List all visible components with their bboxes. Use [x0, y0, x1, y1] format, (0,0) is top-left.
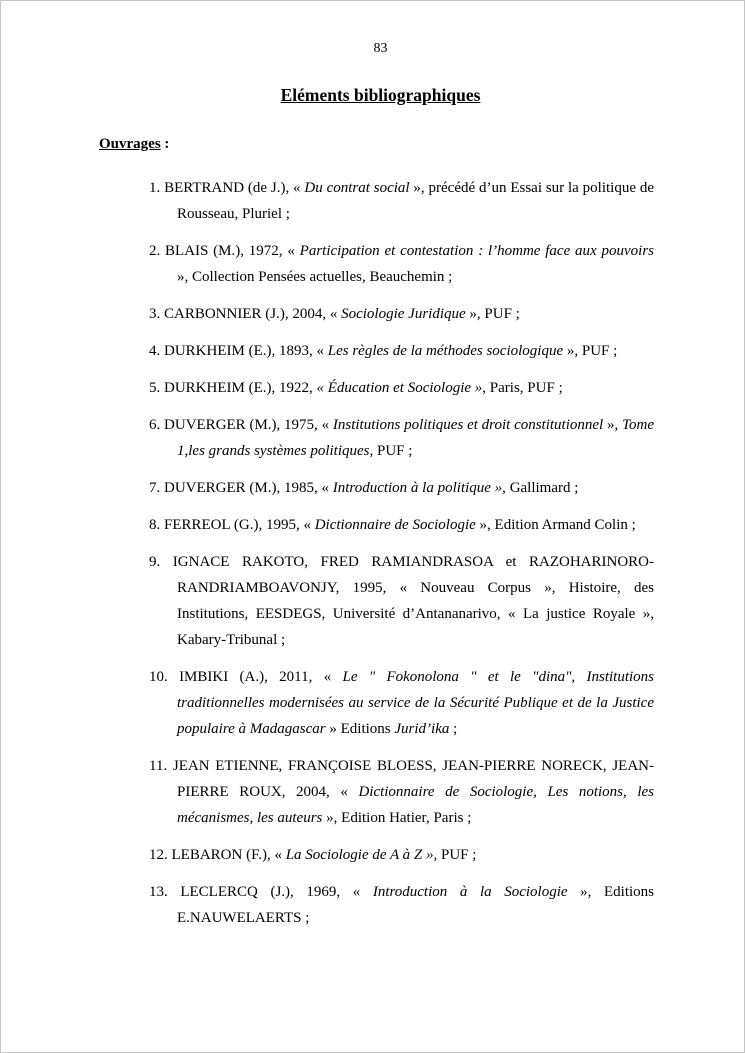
section-heading: [99, 136, 654, 175]
entry-text: 4. DURKHEIM (E.), 1893, «: [149, 343, 328, 359]
entry-text-italic: Les règles de la méthodes sociologique: [327, 343, 564, 359]
entry-text: », Edition Armand Colin ;: [475, 517, 636, 533]
page-title-text: Eléments bibliographiques: [280, 85, 481, 105]
bibliography-entry: [107, 301, 654, 327]
section-colon: :: [160, 136, 170, 152]
entry-text-italic: Participation et contestation : l’homme face aux pouvoirs: [299, 243, 654, 259]
entry-text: 12. LEBARON (F.), «: [149, 847, 286, 863]
section-label: Ouvrages: [99, 136, 161, 152]
entry-text: 11. JEAN ETIENNE, FRANÇOISE BLOESS, JEAN-PIERRE NORECK, JEAN-PIERRE ROUX, 2004, «: [149, 758, 654, 800]
page-number: 83: [373, 41, 388, 56]
entry-text: », PUF ;: [563, 343, 618, 359]
entry-text: , PUF ;: [369, 443, 413, 459]
entry-text: », précédé d’un Essai sur la politique de Rousseau, Pluriel ;: [177, 180, 654, 222]
entry-text: » Editions: [325, 721, 395, 737]
bibliography-entry: [107, 238, 654, 290]
bibliography-entry: [107, 175, 654, 227]
entry-text-italic: Dictionnaire de Sociologie: [314, 517, 476, 533]
entry-text: 3. CARBONNIER (J.), 2004, «: [149, 306, 342, 322]
bibliography-entry: [107, 549, 654, 653]
entry-text: », Editions E.NAUWELAERTS ;: [177, 884, 654, 926]
entry-text: , Paris, PUF ;: [482, 380, 563, 396]
bibliography-entry: [107, 879, 654, 931]
entry-text: », Collection Pensées actuelles, Beauchemin ;: [177, 269, 453, 285]
entry-text: 5. DURKHEIM (E.), 1922,: [149, 380, 317, 396]
bibliography-entry: [107, 475, 654, 501]
entry-text-italic: Sociologie Juridique: [341, 306, 466, 322]
bibliography-list: [107, 175, 654, 931]
entry-text: Gallimard ;: [509, 480, 579, 496]
entry-text: 7. DUVERGER (M.), 1985, «: [149, 480, 333, 496]
entry-text: 13. LECLERCQ (J.), 1969, «: [149, 884, 373, 900]
entry-text: ;: [449, 721, 458, 737]
entry-text: »,: [603, 417, 623, 433]
entry-text: PUF ;: [441, 847, 477, 863]
entry-text: 1. BERTRAND (de J.), «: [149, 180, 305, 196]
entry-text: », Edition Hatier, Paris ;: [322, 810, 472, 826]
entry-text-italic: Introduction à la Sociologie: [372, 884, 568, 900]
bibliography-entry: [107, 338, 654, 364]
bibliography-entry: [107, 375, 654, 401]
entry-text: 8. FERREOL (G.), 1995, «: [149, 517, 315, 533]
entry-text: 10. IMBIKI (A.), 2011, «: [149, 669, 343, 685]
entry-text-italic: Tome 1,les grands systèmes politiques: [177, 417, 654, 459]
entry-text-italic: La Sociologie de A à Z »,: [285, 847, 441, 863]
entry-text: 9. IGNACE RAKOTO, FRED RAMIANDRASOA et RAZOHARINORO-RANDRIAMBOAVONJY, 1995, « Nouveau Corpus », Histoire, des Institutions, EESDEGS, Université d’Antananarivo, « La justice Royale », Kabary-Tribunal ;: [149, 554, 654, 648]
bibliography-entry: [107, 842, 654, 868]
entry-text-italic: Dictionnaire de Sociologie, Les notions, les mécanismes, les auteurs: [177, 784, 654, 826]
bibliography-entry: [107, 753, 654, 831]
entry-text-italic: Le " Fokonolona " et le "dina", Institutions traditionnelles modernisées au service de la Sécurité Publique et de la Justice populaire à Madagascar: [177, 669, 654, 737]
entry-text-italic: « Éducation et Sociologie »: [316, 380, 483, 396]
bibliography-entry: [107, 412, 654, 464]
bibliography-entry: [107, 512, 654, 538]
entry-text-italic: Introduction à la politique »,: [332, 480, 510, 496]
entry-text: 6. DUVERGER (M.), 1975, «: [149, 417, 333, 433]
entry-text: 2. BLAIS (M.), 1972, «: [149, 243, 300, 259]
page-title: [107, 85, 654, 106]
entry-text-italic: Du contrat social: [304, 180, 410, 196]
bibliography-entry: [107, 664, 654, 742]
entry-text-italic: Jurid’ika: [394, 721, 450, 737]
entry-text-italic: Institutions politiques et droit constitutionnel: [332, 417, 604, 433]
entry-text: », PUF ;: [465, 306, 520, 322]
